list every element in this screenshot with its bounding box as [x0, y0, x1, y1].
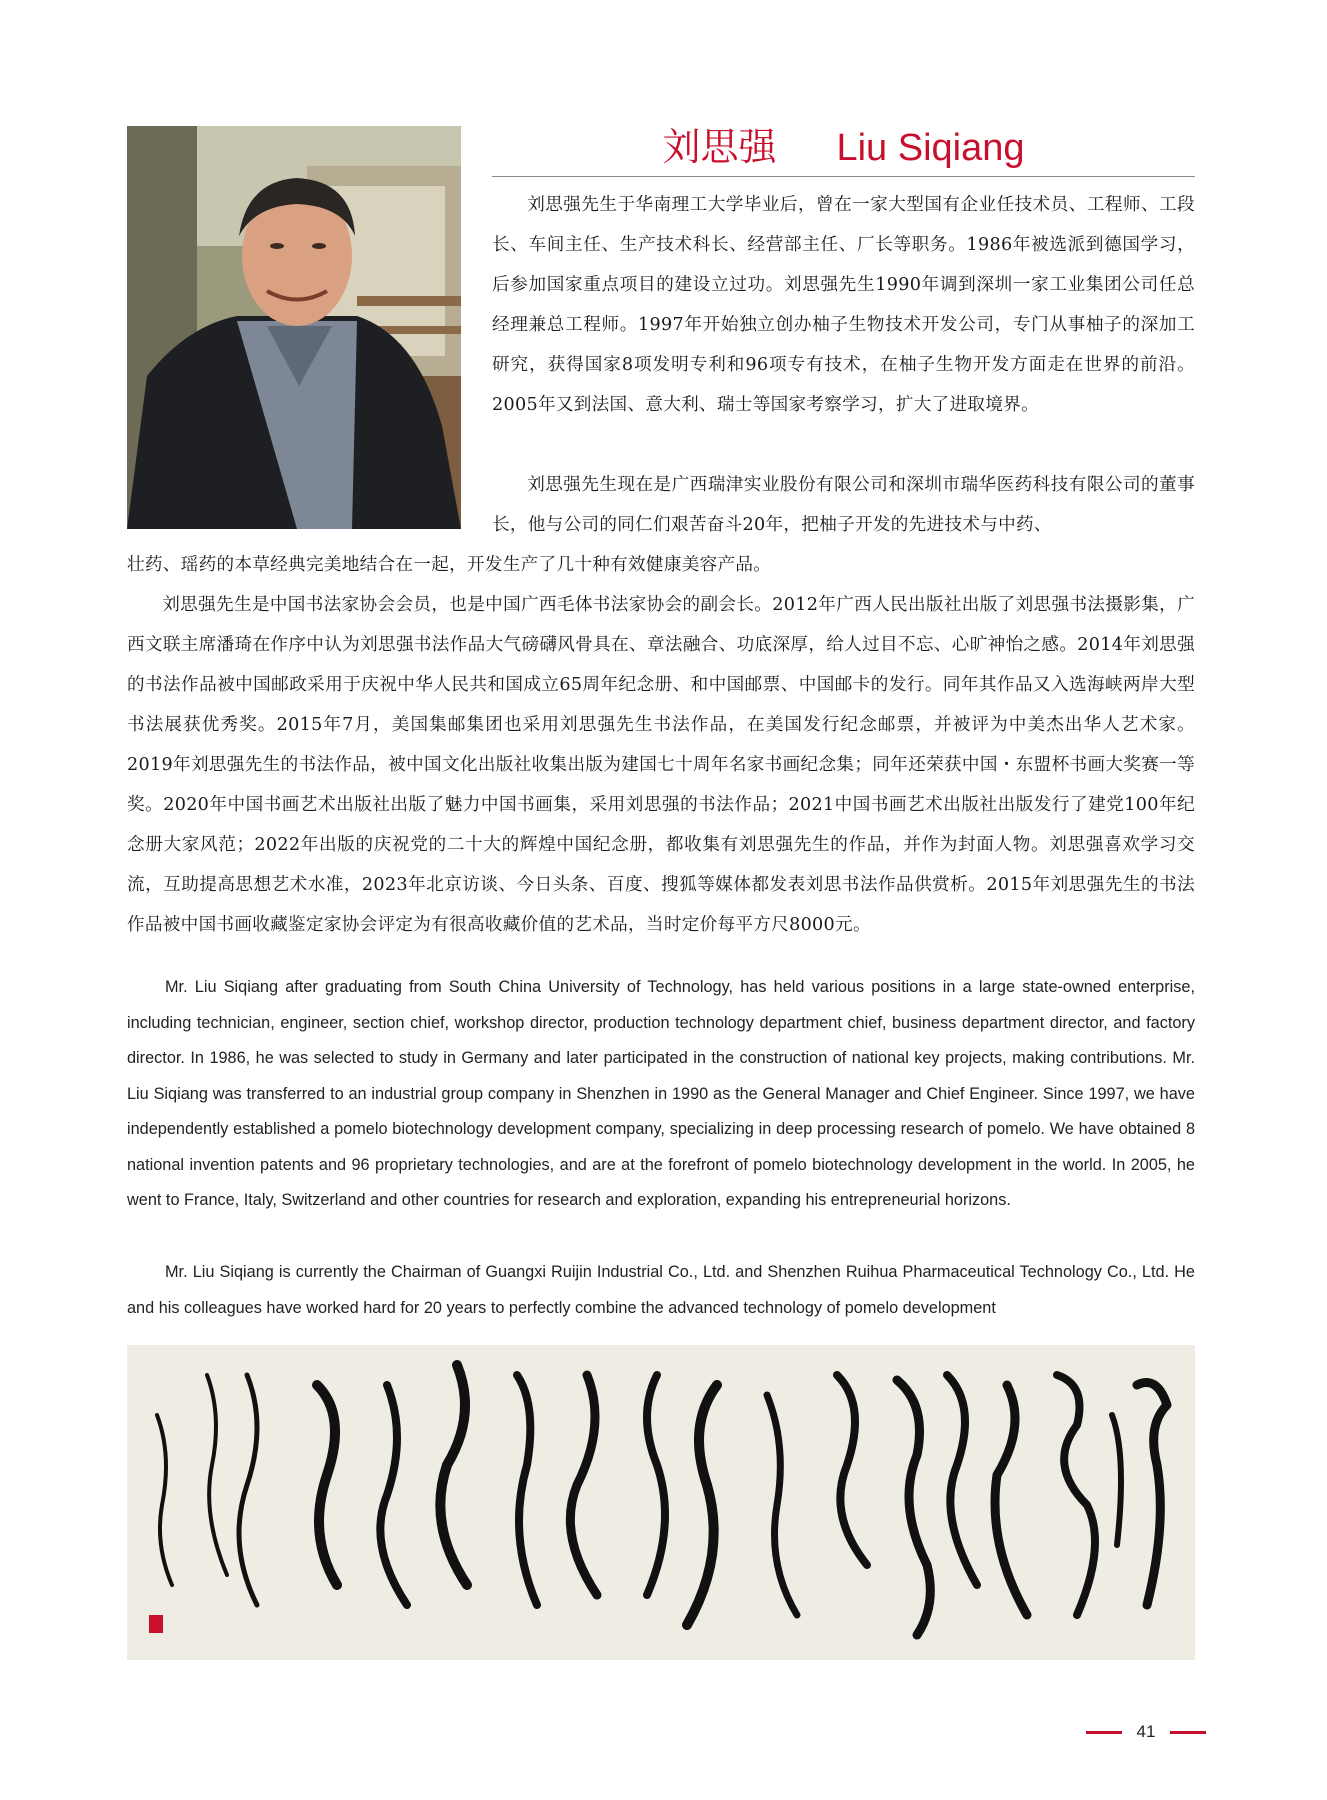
page-number-rule-right [1170, 1731, 1206, 1734]
page-title [492, 118, 1195, 176]
portrait-illustration [127, 126, 461, 529]
calligraphy-artwork [127, 1345, 1195, 1660]
bio-zh-paragraph-3: 刘思强先生是中国书法家协会会员，也是中国广西毛体书法家协会的副会长。2012年广西人民出版社出版了刘思强书法摄影集，广西文联主席潘琦在作序中认为刘思强书法作品大气磅礴风骨具在、章法融合、功底深厚，给人过目不忘、心旷神怡之感。2014年刘思强的书法作品被中国邮政采用于庆祝中华人民共和国成立65周年纪念册、和中国邮票、中国邮卡的发行。同年其作品又入选海峡两岸大型书法展获优秀奖。2015年7月，美国集邮集团也采用刘思强先生书法作品，在美国发行纪念邮票，并被评为中美杰出华人艺术家。2019年刘思强先生的书法作品，被中国文化出版社收集出版为建国七十周年名家书画纪念集；同年还荣获中国・东盟杯书画大奖赛一等奖。2020年中国书画艺术出版社出版了魅力中国书画集，采用刘思强的书法作品；2021中国书画艺术出版社出版发行了建党100年纪念册大家风范；2022年出版的庆祝党的二十大的辉煌中国纪念册，都收集有刘思强先生的作品，并作为封面人物。刘思强喜欢学习交流，互助提高思想艺术水准，2023年北京访谈、今日头条、百度、搜狐等媒体都发表刘思书法作品供赏析。2015年刘思强先生的书法作品被中国书画收藏鉴定家协会评定为有很高收藏价值的艺术品，当时定价每平方尺8000元。 [127, 595, 1195, 935]
title-divider [492, 176, 1195, 177]
artist-seal [149, 1615, 163, 1633]
title-name-zh: 刘思强 [662, 125, 777, 169]
page-number [1086, 1718, 1196, 1748]
bio-zh-paragraph-2-lead: 刘思强先生现在是广西瑞津实业股份有限公司和深圳市瑞华医药科技有限公司的董事长，他与公司的同仁们艰苦奋斗20年，把柚子开发的先进技术与中药、 [492, 475, 1195, 535]
bio-zh-paragraph-2-tail: 壮药、瑶药的本草经典完美地结合在一起，开发生产了几十种有效健康美容产品。 [127, 555, 772, 575]
calligraphy-strokes [127, 1345, 1195, 1660]
page-number-rule-left [1086, 1731, 1122, 1734]
page-number-text: 41 [1136, 1722, 1156, 1741]
bio-zh-paragraph-1: 刘思强先生于华南理工大学毕业后，曾在一家大型国有企业任技术员、工程师、工段长、车间主任、生产技术科长、经营部主任、厂长等职务。1986年被选派到德国学习，后参加国家重点项目的建设立过功。刘思强先生1990年调到深圳一家工业集团公司任总经理兼总工程师。1997年开始独立创办柚子生物技术开发公司，专门从事柚子的深加工研究，获得国家8项发明专利和96项专有技术，在柚子生物开发方面走在世界的前沿。2005年又到法国、意大利、瑞士等国家考察学习，扩大了进取境界。 [492, 195, 1195, 415]
bio-zh-paragraph-2 [127, 465, 1195, 585]
portrait-photo [127, 126, 461, 529]
bio-en-paragraph-1: Mr. Liu Siqiang after graduating from South China University of Technology, has held various positions in a large state-owned enterprise, including technician, engineer, section chief, workshop director, production technology department chief, business department director, and factory director. In 1986, he was selected to study in Germany and later participated in the construction of national key projects, making contributions. Mr. Liu Siqiang was transferred to an industrial group company in Shenzhen in 1990 as the General Manager and Chief Engineer. Since 1997, we have independently established a pomelo biotechnology development company, specializing in deep processing research of pomelo. We have obtained 8 national invention patents and 96 proprietary technologies, and are at the forefront of pomelo biotechnology development in the world. In 2005, he went to France, Italy, Switzerland and other countries for research and exploration, expanding his entrepreneurial horizons. [127, 978, 1195, 1209]
bio-en-paragraph-2: Mr. Liu Siqiang is currently the Chairman of Guangxi Ruijin Industrial Co., Ltd. and Shenzhen Ruihua Pharmaceutical Technology Co., Ltd. He and his colleagues have worked hard for 20 years to perfectly combine the advanced technology of pomelo development [127, 1263, 1195, 1317]
title-name-en: Liu Siqiang [836, 127, 1025, 169]
